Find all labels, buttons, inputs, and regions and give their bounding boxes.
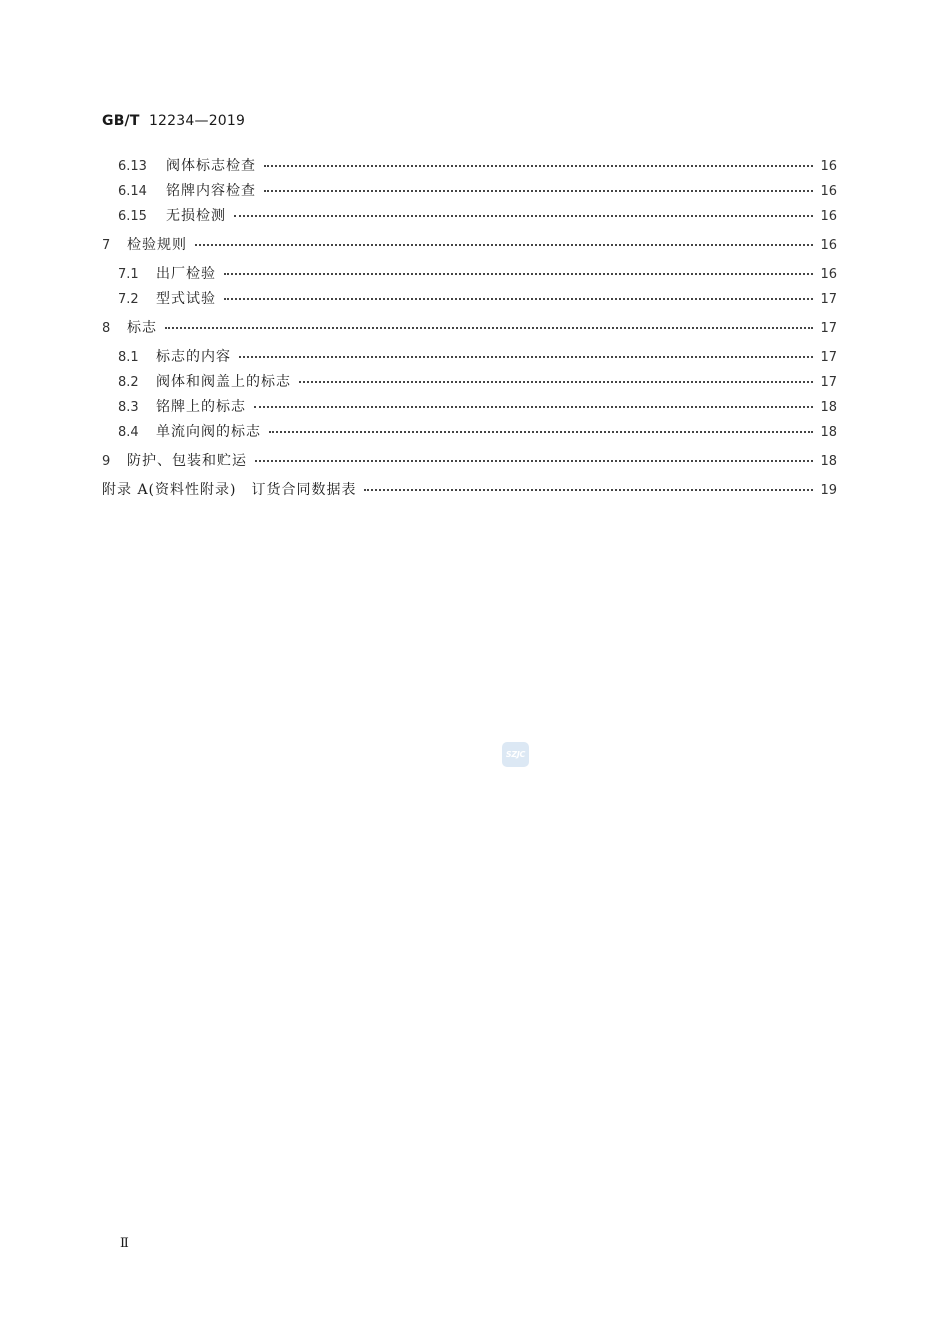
toc-entry-number: 6.14 <box>118 184 147 199</box>
toc-entry-page: 16 <box>820 159 837 174</box>
dot-leader <box>264 165 813 167</box>
toc-entry-8-3[interactable] <box>102 395 837 420</box>
dot-leader <box>255 460 813 462</box>
dot-leader <box>239 356 813 358</box>
toc-entry-page: 16 <box>820 184 837 199</box>
toc-entry-7-1[interactable] <box>102 262 837 287</box>
toc-entry-title: 单流向阀的标志 <box>156 424 261 440</box>
toc-entry-number: 8.3 <box>118 400 139 415</box>
toc-entry-6-15[interactable] <box>102 204 837 229</box>
dot-leader <box>224 273 813 275</box>
toc-entry-title: 阀体和阀盖上的标志 <box>156 374 291 390</box>
toc-entry-page: 16 <box>820 238 837 253</box>
toc-entry-number: 8.2 <box>118 375 139 390</box>
toc-entry-page: 16 <box>820 267 837 282</box>
toc-entry-8-1[interactable] <box>102 345 837 370</box>
toc-entry-title: 铭牌内容检查 <box>166 183 256 199</box>
table-of-contents <box>102 154 837 503</box>
toc-entry-8-2[interactable] <box>102 370 837 395</box>
toc-entry-number: 7.2 <box>118 292 139 307</box>
toc-entry-page: 17 <box>820 375 837 390</box>
dot-leader <box>234 215 813 217</box>
toc-entry-page: 19 <box>820 483 837 498</box>
toc-entry-title: 无损检测 <box>166 208 226 224</box>
dot-leader <box>165 327 813 329</box>
dot-leader <box>299 381 813 383</box>
toc-entry-title: 阀体标志检查 <box>166 158 256 174</box>
toc-entry-page: 17 <box>820 350 837 365</box>
toc-entry-title: 标志 <box>127 320 157 336</box>
toc-entry-8[interactable] <box>102 316 837 341</box>
toc-entry-number: 8 <box>102 321 111 336</box>
toc-entry-title: 附录 A(资料性附录) 订货合同数据表 <box>102 482 357 498</box>
toc-entry-page: 17 <box>820 321 837 336</box>
toc-entry-title: 铭牌上的标志 <box>156 399 246 415</box>
dot-leader <box>254 406 813 408</box>
toc-entry-number: 8.4 <box>118 425 139 440</box>
toc-entry-title: 标志的内容 <box>156 349 231 365</box>
toc-entry-page: 18 <box>820 454 837 469</box>
toc-entry-appendix-a[interactable] <box>102 478 837 503</box>
toc-entry-7-2[interactable] <box>102 287 837 312</box>
toc-entry-number: 7 <box>102 238 111 253</box>
toc-entry-title: 检验规则 <box>127 237 187 253</box>
dot-leader <box>364 489 813 491</box>
dot-leader <box>224 298 813 300</box>
toc-entry-6-13[interactable] <box>102 154 837 179</box>
toc-entry-7[interactable] <box>102 233 837 258</box>
toc-entry-number: 9 <box>102 454 111 469</box>
dot-leader <box>269 431 813 433</box>
watermark-logo: SZJC <box>502 742 529 767</box>
toc-entry-page: 18 <box>820 400 837 415</box>
toc-entry-title: 出厂检验 <box>156 266 216 282</box>
standard-number: 12234—2019 <box>148 113 246 129</box>
toc-entry-6-14[interactable] <box>102 179 837 204</box>
toc-entry-number: 7.1 <box>118 267 139 282</box>
toc-entry-page: 18 <box>820 425 837 440</box>
toc-entry-page: 16 <box>820 209 837 224</box>
dot-leader <box>195 244 813 246</box>
toc-entry-number: 8.1 <box>118 350 139 365</box>
toc-entry-title: 型式试验 <box>156 291 216 307</box>
toc-entry-number: 6.15 <box>118 209 147 224</box>
toc-entry-9[interactable] <box>102 449 837 474</box>
document-header <box>102 113 245 129</box>
toc-entry-8-4[interactable] <box>102 420 837 445</box>
dot-leader <box>264 190 813 192</box>
standard-code: GB/T <box>102 113 140 129</box>
toc-entry-number: 6.13 <box>118 159 147 174</box>
page-number: Ⅱ <box>120 1236 129 1251</box>
toc-entry-title: 防护、包装和贮运 <box>127 453 247 469</box>
toc-entry-page: 17 <box>820 292 837 307</box>
